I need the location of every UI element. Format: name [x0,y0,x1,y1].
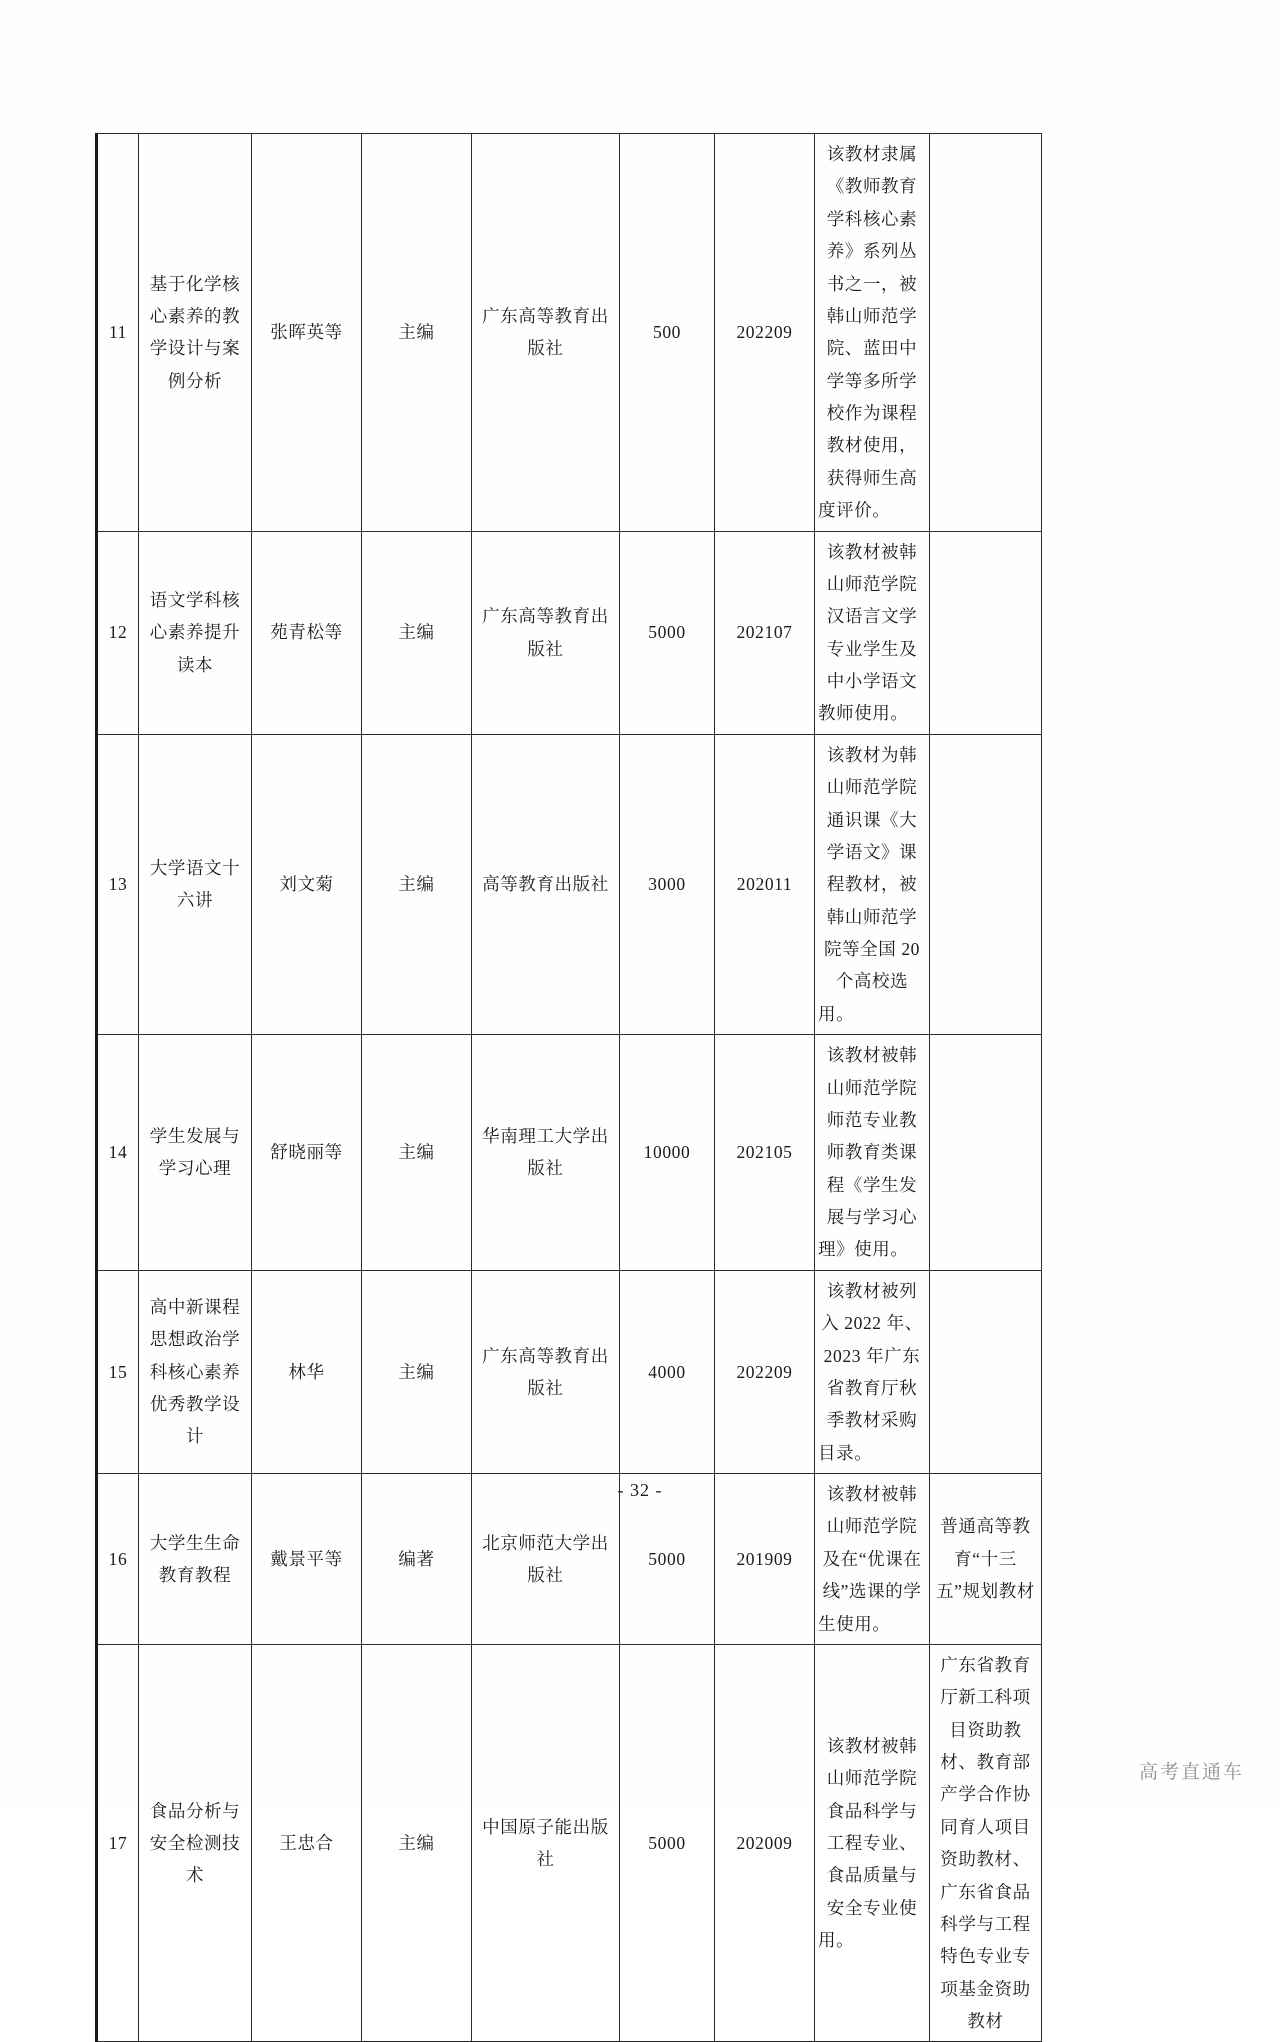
cell-print-run: 500 [620,134,715,532]
cell-role: 主编 [362,531,472,734]
cell-publisher: 高等教育出版社 [472,734,620,1034]
cell-index: 13 [97,734,139,1034]
cell-role: 编著 [362,1474,472,1645]
cell-index: 17 [97,1644,139,2042]
cell-author: 刘文菊 [252,734,362,1034]
cell-author: 苑青松等 [252,531,362,734]
cell-print-run: 4000 [620,1270,715,1473]
textbook-table-container [95,133,1040,2042]
cell-title: 语文学科核心素养提升读本 [139,531,252,734]
cell-role: 主编 [362,734,472,1034]
cell-author: 林华 [252,1270,362,1473]
cell-publisher: 中国原子能出版社 [472,1644,620,2042]
cell-index: 11 [97,134,139,532]
cell-remark-award: 普通高等教育“十三五”规划教材 [930,1474,1042,1645]
cell-remark-award [930,531,1042,734]
cell-remark-award: 广东省教育厅新工科项目资助教材、教育部产学合作协同育人项目资助教材、广东省食品科学与工程特色专业专项基金资助教材 [930,1644,1042,2042]
cell-print-run: 10000 [620,1035,715,1271]
cell-role: 主编 [362,1270,472,1473]
cell-title: 大学生生命教育教程 [139,1474,252,1645]
cell-index: 12 [97,531,139,734]
page-number: - 32 - [617,1480,663,1500]
table-row [97,1644,1042,2042]
cell-remark-usage: 该教材被韩山师范学院汉语言文学专业学生及中小学语文教师使用。 [815,531,930,734]
table-row [97,1035,1042,1271]
cell-print-run: 3000 [620,734,715,1034]
cell-author: 舒晓丽等 [252,1035,362,1271]
cell-date: 202105 [715,1035,815,1271]
table-row [97,734,1042,1034]
cell-publisher: 北京师范大学出版社 [472,1474,620,1645]
cell-publisher: 华南理工大学出版社 [472,1035,620,1271]
cell-index: 15 [97,1270,139,1473]
cell-remark-usage: 该教材被列入 2022 年、2023 年广东省教育厅秋季教材采购目录。 [815,1270,930,1473]
cell-title: 学生发展与学习心理 [139,1035,252,1271]
watermark-text: 高考直通车 [1138,1761,1244,1783]
cell-date: 202209 [715,134,815,532]
cell-publisher: 广东高等教育出版社 [472,134,620,532]
table-row [97,134,1042,532]
cell-remark-award [930,734,1042,1034]
cell-remark-usage: 该教材被韩山师范学院师范专业教师教育类课程《学生发展与学习心理》使用。 [815,1035,930,1271]
cell-publisher: 广东高等教育出版社 [472,1270,620,1473]
cell-role: 主编 [362,134,472,532]
cell-date: 201909 [715,1474,815,1645]
cell-remark-usage: 该教材被韩山师范学院食品科学与工程专业、食品质量与安全专业使用。 [815,1644,930,2042]
cell-date: 202107 [715,531,815,734]
cell-author: 王忠合 [252,1644,362,2042]
cell-remark-award [930,1035,1042,1271]
cell-role: 主编 [362,1644,472,2042]
cell-author: 张晖英等 [252,134,362,532]
cell-remark-usage: 该教材为韩山师范学院通识课《大学语文》课程教材，被韩山师范学院等全国 20 个高校选用。 [815,734,930,1034]
cell-publisher: 广东高等教育出版社 [472,531,620,734]
cell-print-run: 5000 [620,1644,715,2042]
cell-remark-usage: 该教材被韩山师范学院及在“优课在线”选课的学生使用。 [815,1474,930,1645]
cell-date: 202209 [715,1270,815,1473]
textbook-table [95,133,1042,2042]
table-row [97,1270,1042,1473]
cell-remark-award [930,1270,1042,1473]
cell-author: 戴景平等 [252,1474,362,1645]
cell-title: 食品分析与安全检测技术 [139,1644,252,2042]
cell-title: 大学语文十六讲 [139,734,252,1034]
table-row [97,531,1042,734]
cell-index: 16 [97,1474,139,1645]
cell-remark-award [930,134,1042,532]
cell-title: 高中新课程思想政治学科核心素养优秀教学设计 [139,1270,252,1473]
cell-date: 202009 [715,1644,815,2042]
table-body [97,134,1042,2042]
cell-index: 14 [97,1035,139,1271]
cell-print-run: 5000 [620,531,715,734]
cell-print-run: 5000 [620,1474,715,1645]
cell-date: 202011 [715,734,815,1034]
cell-remark-usage: 该教材隶属《教师教育学科核心素养》系列丛书之一，被韩山师范学院、蓝田中学等多所学校作为课程教材使用，获得师生高度评价。 [815,134,930,532]
cell-title: 基于化学核心素养的教学设计与案例分析 [139,134,252,532]
cell-role: 主编 [362,1035,472,1271]
